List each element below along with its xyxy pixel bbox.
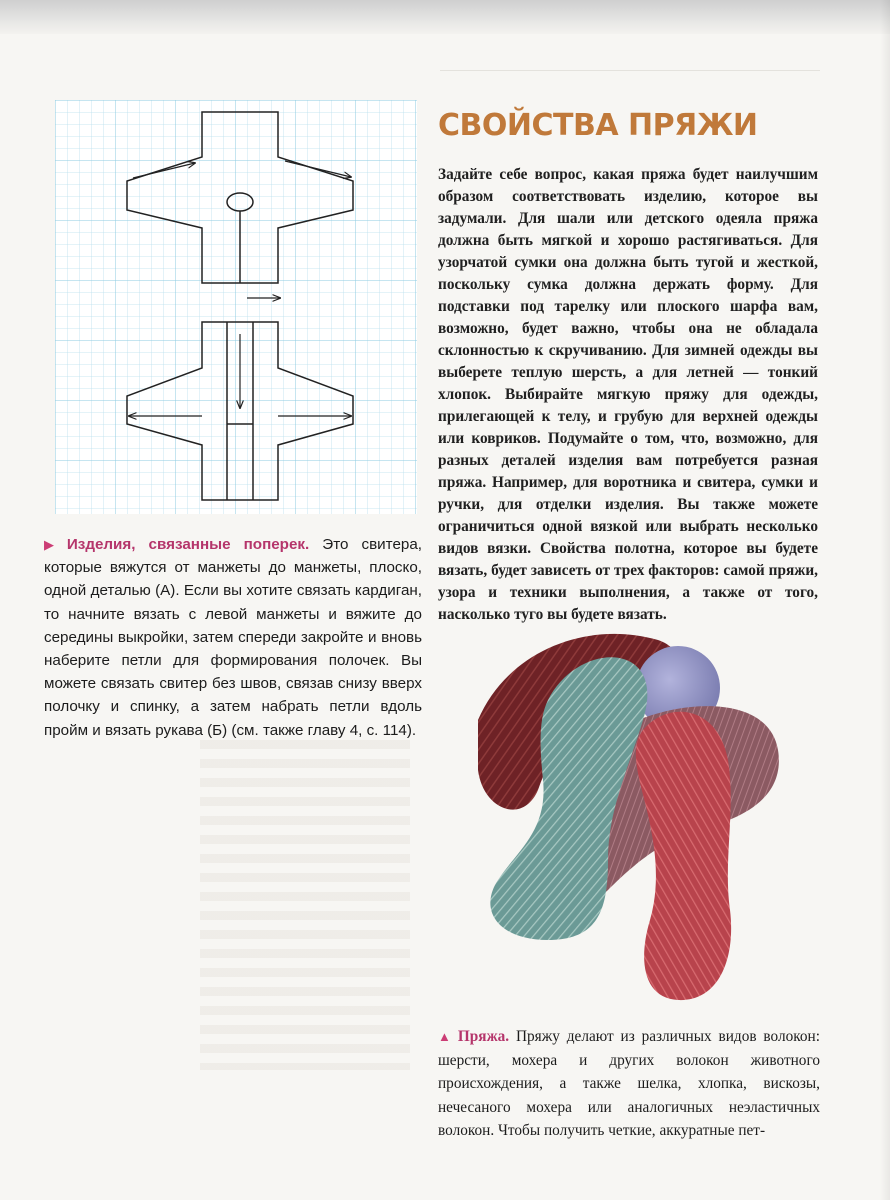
photo-caption-lead: Пряжа. [457,1028,510,1045]
yarn-photo-svg [468,610,798,1010]
section-heading: СВОЙСТВА ПРЯЖИ [438,108,758,143]
show-through-text [200,740,410,1070]
caption-marker-up: ▲ [438,1029,454,1044]
sweater-diagram-svg [55,100,417,514]
diagram-caption-text: Это свитера, которые вяжутся от манжеты до манжеты, плоско, одной деталью (А). Если вы хотите связать кардиган, то начните вязать с левой манжеты и вяжите до середины выкройки, затем спереди закройте и вновь наберите петли для формирования полочек. Вы можете связать свитер без швов, связав снизу вверх полочку и спинку, а затем набрать петли вдоль пройм и вязать рукава (Б) (см. также главу 4, с. 114). [44,536,423,739]
photo-caption [438,1025,820,1143]
diagram-caption [44,533,422,742]
sweater-diagram [55,100,417,514]
photo-caption-text: Пряжу делают из различных видов волокон: шерсти, мохера и других волокон животного происхождения, а также шелка, хлопка, вискозы, нечесаного мохера или аналогичных неэластичных волокон. Чтобы получить четкие, аккуратные пет- [438,1028,820,1139]
page-top-shadow [0,0,890,34]
body-paragraph: Задайте себе вопрос, какая пряжа будет наилучшим образом соответствовать изделию, которое вы задумали. Для шали или детского одеяла пряжа должна быть мягкой и хорошо растягиваться. Для узорчатой сумки она должна быть тугой и жесткой, поскольку сумка должна держать форму. Для подставки под тарелку или плоского шарфа вам, возможно, будет важно, чтобы она не обладала склонностью к скручиванию. Для зимней одежды вы выберете теплую шерсть, а для летней — тонкий хлопок. Выбирайте мягкую пряжу для одежды, прилегающей к телу, и грубую для верхней одежды или ковриков. Подумайте о том, что, возможно, для разных деталей изделия вам потребуется разная пряжа. Например, для воротника и свитера, сумки и ручки, для отделки изделия. Вы также можете ограничиться одной вязкой или выбрать несколько видов вязки. Свойства полотна, которое вы будете вязать, будет зависеть от трех факторов: самой пряжи, узора и техники выполнения, а также от того, насколько туго вы будете вязать. [438,166,818,623]
yarn-photo [468,610,798,1010]
faint-rule [440,70,820,71]
yarn-skein-rose-icon [636,712,731,1000]
caption-marker: ▶ [44,537,63,552]
page-edge-shadow [880,0,890,1200]
diagram-caption-lead: Изделия, связанные поперек. [66,536,310,553]
